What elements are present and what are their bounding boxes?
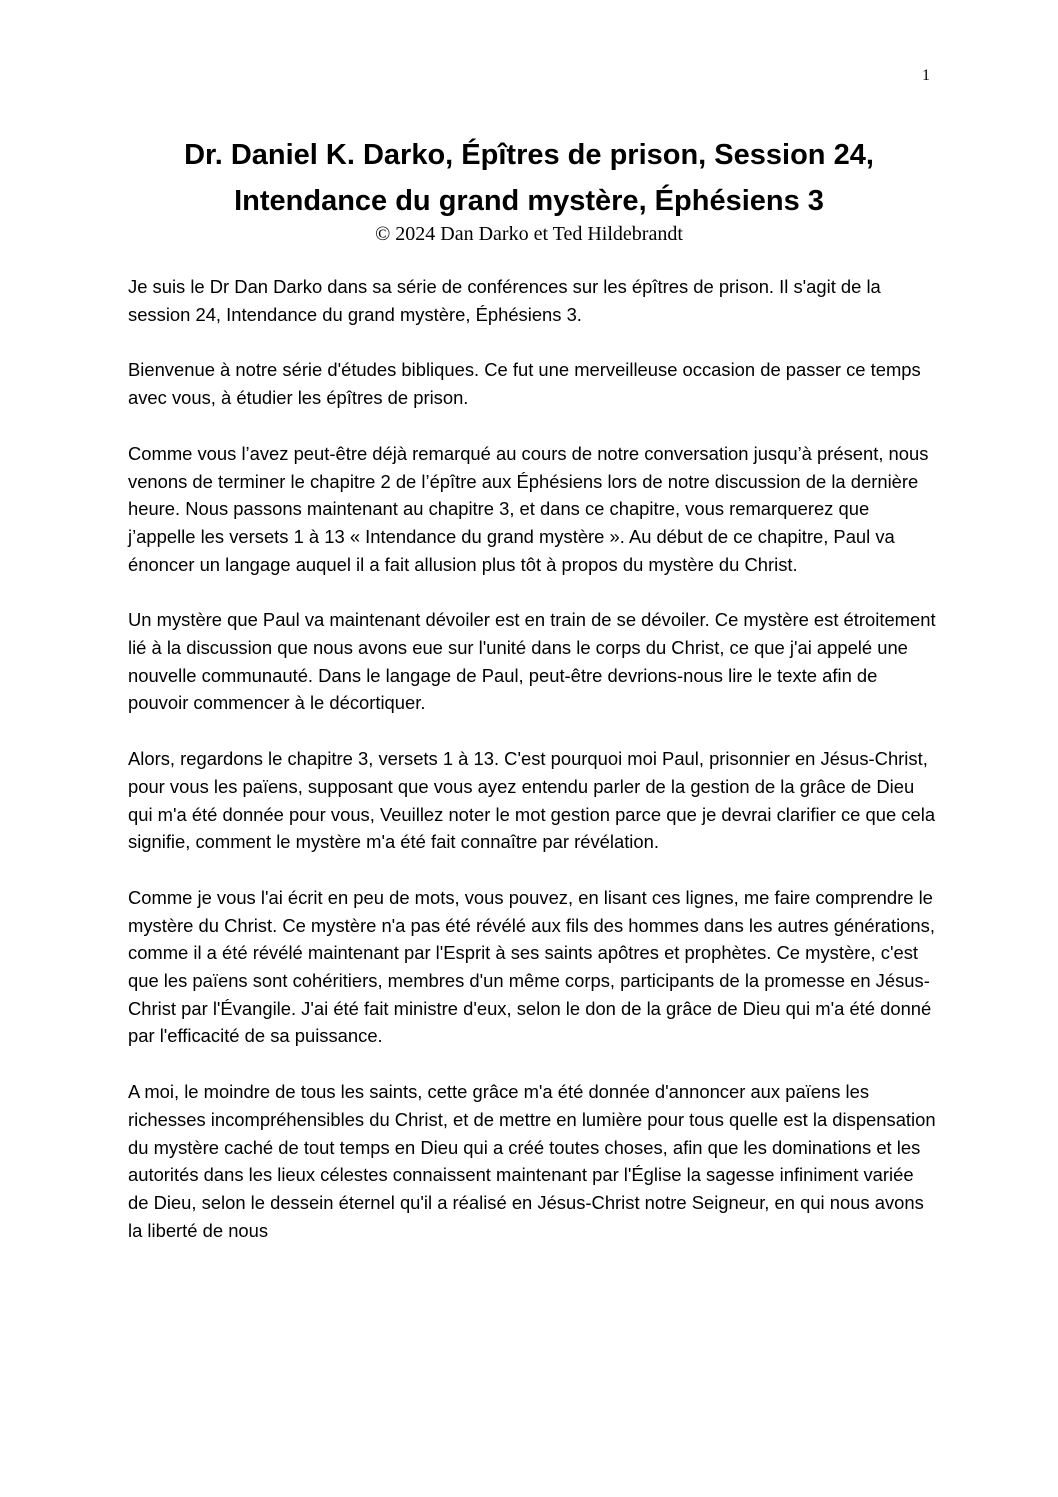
copyright-line: © 2024 Dan Darko et Ted Hildebrandt <box>375 223 683 245</box>
paragraph-3: Comme vous l’avez peut-être déjà remarqué au cours de notre conversation jusqu’à présent, nous venons de terminer le chapitre 2 de l’épître aux Éphésiens lors de notre discussion de la dernière heure. Nous passons maintenant au chapitre 3, et dans ce chapitre, vous remarquerez que j’appelle les versets 1 à 13 « Intendance du grand mystère ». Au début de ce chapitre, Paul va énoncer un langage auquel il a fait allusion plus tôt à propos du mystère du Christ. <box>128 442 929 575</box>
paragraph-5: Alors, regardons le chapitre 3, versets 1 à 13. C'est pourquoi moi Paul, prisonnier en Jésus-Christ, pour vous les païens, supposant que vous ayez entendu parler de la gestion de la grâce de Dieu qui m'a été donnée pour vous, Veuillez noter le mot gestion parce que je devrai clarifier ce que cela signifie, comment le mystère m'a été fait connaître par révélation. <box>128 748 936 853</box>
document-body <box>128 273 936 1272</box>
paragraph-2: Bienvenue à notre série d'études bibliques. Ce fut une merveilleuse occasion de passer ce temps avec vous, à étudier les épîtres de prison. <box>128 359 921 409</box>
title-line-1: Dr. Daniel K. Darko, Épîtres de prison, Session 24, <box>184 139 874 171</box>
title-line-2: Intendance du grand mystère, Éphésiens 3 <box>234 185 824 217</box>
paragraph-6: Comme je vous l'ai écrit en peu de mots, vous pouvez, en lisant ces lignes, me faire comprendre le mystère du Christ. Ce mystère n'a pas été révélé aux fils des hommes dans les autres générations, comme il a été révélé maintenant par l'Esprit à ses saints apôtres et prophètes. Ce mystère, c'est que les païens sont cohéritiers, membres d'un même corps, participants de la promesse en Jésus-Christ par l'Évangile. J'ai été fait ministre d'eux, selon le don de la grâce de Dieu qui m'a été donné par l'efficacité de sa puissance. <box>128 886 935 1047</box>
paragraph-4: Un mystère que Paul va maintenant dévoiler est en train de se dévoiler. Ce mystère est étroitement lié à la discussion que nous avons eue sur l'unité dans le corps du Christ, ce que j'ai appelé une nouvelle communauté. Dans le langage de Paul, peut-être devrions-nous lire le texte afin de pouvoir commencer à le décortiquer. <box>128 609 936 714</box>
paragraph-1: Je suis le Dr Dan Darko dans sa série de conférences sur les épîtres de prison. Il s'agit de la session 24, Intendance du grand mystère, Éphésiens 3. <box>128 276 881 325</box>
paragraph-7: A moi, le moindre de tous les saints, cette grâce m'a été donnée d'annoncer aux païens les richesses incompréhensibles du Christ, et de mettre en lumière pour tous quelle est la dispensation du mystère caché de tout temps en Dieu qui a créé toutes choses, afin que les dominations et les autorités dans les lieux célestes connaissent maintenant par l'Église la sagesse infiniment variée de Dieu, selon le dessein éternel qu'il a réalisé en Jésus-Christ notre Seigneur, en qui nous avons la liberté de nous <box>128 1081 936 1241</box>
page-number: 1 <box>922 67 930 84</box>
document-title <box>60 132 998 224</box>
